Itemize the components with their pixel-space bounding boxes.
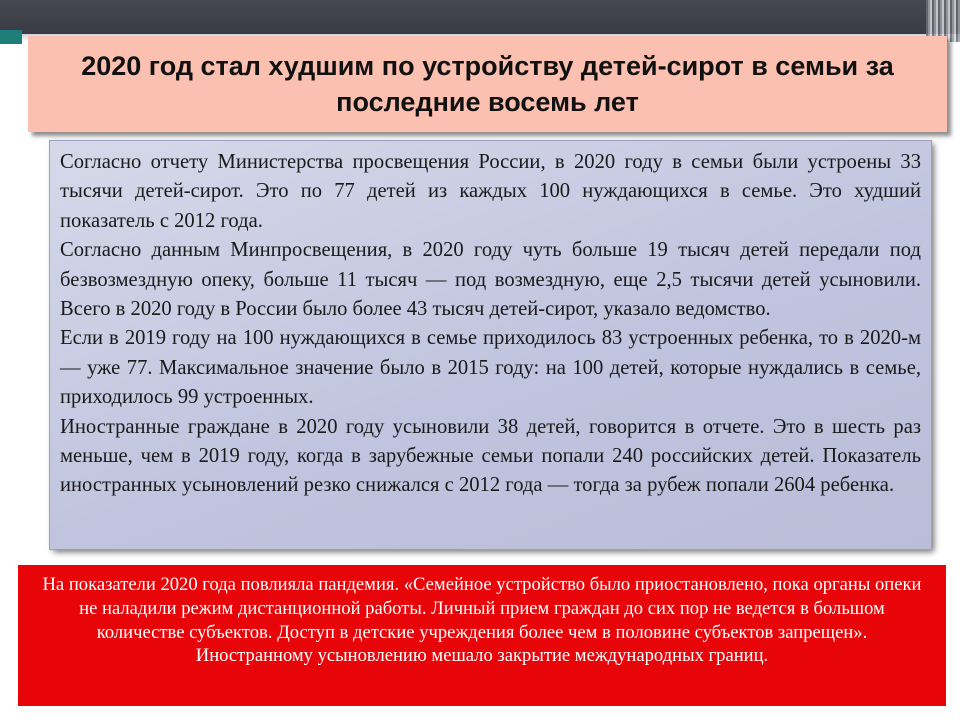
paragraph-foreign-adoption: Иностранные граждане в 2020 году усыновили 38 детей, говорится в отчете. Это в шесть раз меньше, чем в 2019 году, когда в зарубежные семьи попали 240 российских детей. Показатель иностранных усыновлений резко снижался с 2012 года — тогда за рубеж попали 2604 ребенка. [60, 415, 921, 497]
teal-decor-accent [0, 30, 22, 44]
paragraph-ministry-report: Согласно отчету Министерства просвещения России, в 2020 году в семьи были устроены 33 тысячи детей-сирот. Это по 77 детей из каждых 100 нуждающихся в семье. Это худший показатель с 2012 года. [60, 151, 921, 232]
slide-title: 2020 год стал худшим по устройству детей-сирот в семьи за последние восемь лет [81, 51, 894, 117]
pandemic-note-box [18, 565, 946, 706]
paragraph-comparison-2019: Если в 2019 году на 100 нуждающихся в семье приходилось 83 устроенных ребенка, то в 2020-м — уже 77. Максимальное значение было в 2015 году: на 100 детей, которые нуждались в семье, приходилось 99 устроенных. [60, 327, 921, 409]
main-text-box [50, 141, 931, 549]
title-box [28, 36, 947, 132]
pandemic-note-text: На показатели 2020 года повлияла пандемия. «Семейное устройство было приостановлено, пока органы опеки не наладили режим дистанционной работы. Личный прием граждан до сих пор не ведется в большом количестве субъектов. Доступ в детские учреждения более чем в половине субъектов запрещен». Иностранному усыновлению мешало закрытие международных границ. [42, 574, 922, 667]
paragraph-guardianship-data: Согласно данным Минпросвещения, в 2020 году чуть больше 19 тысяч детей передали под безвозмездную опеку, больше 11 тысяч — под возмездную, еще 2,5 тысячи детей усыновили. Всего в 2020 году в России было более 43 тысяч детей-сирот, указало ведомство. [60, 239, 921, 321]
top-decor-bar [0, 0, 960, 34]
